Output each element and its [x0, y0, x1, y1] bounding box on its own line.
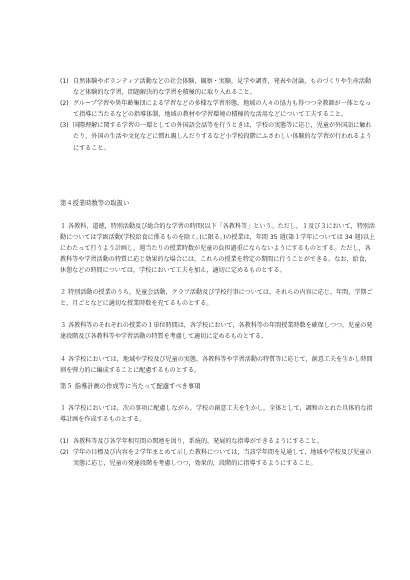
- paragraph: １ 各学校においては，次の事項に配慮しながら，学校の創意工夫を生かし，全体として，調和のとれた具体的な指導計画を作成するものとする。: [60, 404, 373, 423]
- item-text: 学年の目標及び内容を２学年まとめて示した教科については，当該学年間を見通して，地域や学校及び児童の実態に応じ，児童の発達段階を考慮しつつ，効果的，段階的に指導するようにすること。: [73, 448, 372, 468]
- list-item: [60, 98, 376, 120]
- list-item: [60, 120, 376, 153]
- paragraph: ４ 各学校においては，地域や学校及び児童の実態，各教科等や学習活動の特質等に応じて，創意工夫を生かし時間割を弾力的に編成することに配慮するものとする。: [60, 355, 373, 374]
- item-number: (2): [60, 100, 69, 108]
- item-number: (2): [60, 448, 69, 456]
- item-text: グループ学習や異年齢集団による学習などの多様な学習形態，地域の人々の協力も得つつ全教師が一体となって指導に当たるなどの指導体制，地域の教材や学習環境の積極的な活用などについて工夫すること。: [73, 100, 372, 119]
- paragraph: １ 各教科，道徳，特別活動及び総合的な学習の時間(以下「各教科等」という。ただし，１及び３において，特別活動については学級活動(学校給食に係るものを除く。)に限る。)の授業は，年間 35 週(第１学年については 34 週)以上にわたって行うよう計画し，週当たりの授業時数が児童の負担過重にならないようにするものとする。ただし，各教科等や学習活動の特質に応じ効果的な場合には，これらの授業を特定の期間に行うことができる。なお，給食，休憩などの時間については，学校において工夫を加え，適切に定めるものとする。: [60, 222, 376, 275]
- section-heading: 第５ 指導計画の作成等に当たって配慮すべき事項: [60, 382, 201, 390]
- item-text: 各教科等及び各学年相互間の関連を図り，系統的，発展的な指導ができるようにすること。: [73, 437, 323, 445]
- section5-list: [60, 436, 376, 469]
- intro-list: [60, 76, 376, 154]
- section-heading: 第４授業時数等の取扱い: [60, 199, 130, 207]
- item-text: 国際理解に関する学習の一環としての外国語会話等を行うときは，学校の実態等に応じ，児童が外国語に触れたり，外国の生活や文化などに慣れ親しんだりするなど小学校段階にふさわしい体験的な学習が行われるようにすること。: [73, 122, 372, 152]
- paragraph: ３ 各教科等のそれぞれの授業の１単位時間は，各学校において，各教科等の年間授業時数を確保しつつ，児童の発達段階及び各教科等や学習活動の特質を考慮して適切に定めるものとする。: [60, 322, 373, 341]
- item-number: (3): [60, 122, 69, 130]
- item-text: 自然体験やボランティア活動などの社会体験，観察・実験，見学や調査，発表や討論，ものづくりや生産活動など体験的な学習，問題解決的な学習を積極的に取り入れること。: [73, 78, 372, 97]
- document-page: [60, 76, 376, 469]
- list-item: [60, 436, 376, 447]
- list-item: [60, 76, 376, 98]
- item-number: (1): [60, 437, 69, 445]
- item-number: (1): [60, 78, 69, 85]
- list-item: [60, 447, 376, 469]
- paragraph: ２ 特別活動の授業のうち，児童会活動，クラブ活動及び学校行事については，それらの内容に応じ，年間，学期ごと，月ごとなどに適切な授業時数を充てるものとする。: [60, 289, 373, 308]
